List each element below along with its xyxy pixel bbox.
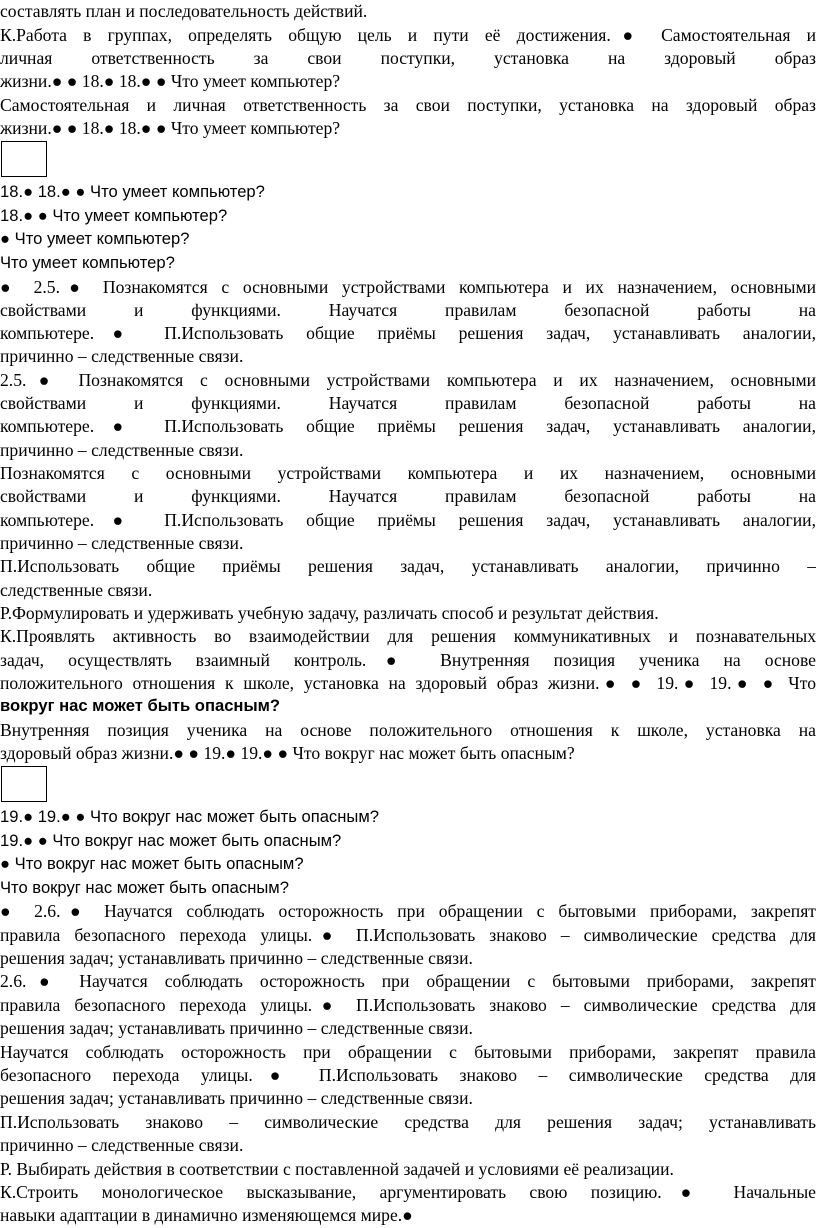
text-line: П.Использовать общие приёмы решения задач, устанавливать аналогии, причинно – <box>0 556 816 576</box>
empty-frame <box>1 766 47 802</box>
text-line: Р. Выбирать действия в соответствии с поставленной задачей и условиями её реализации. <box>0 1159 674 1179</box>
text-line: ● Что умеет компьютер? <box>0 229 190 248</box>
text-line: Внутренняя позиция ученика на основе положительного отношения к школе, установка на <box>0 720 816 740</box>
text-line: свойствами и функциями. Научатся правилам безопасной работы на <box>0 486 816 506</box>
text-line: задач, осуществлять взаимный контроль.● Внутренняя позиция ученика на основе <box>0 650 816 670</box>
text-line: ● Что вокруг нас может быть опасным? <box>0 854 304 873</box>
text-line: компьютере.● П.Использовать общие приёмы решения задач, устанавливать аналогии, <box>0 416 816 436</box>
text-line: компьютере.● П.Использовать общие приёмы решения задач, устанавливать аналогии, <box>0 323 816 343</box>
text-line: 18.● ● Что умеет компьютер? <box>0 206 228 225</box>
text-line: правила безопасного перехода улицы.● П.Использовать знаково – символические средства для <box>0 925 816 945</box>
text-line: ● 2.5.● Познакомятся с основными устройствами компьютера и их назначением, основными <box>0 277 816 297</box>
text-line: причинно – следственные связи. <box>0 533 244 553</box>
text-line: компьютере.● П.Использовать общие приёмы решения задач, устанавливать аналогии, <box>0 510 816 530</box>
text-line: К.Строить монологическое высказывание, аргументировать свою позицию.● Начальные <box>0 1182 816 1202</box>
text-line: решения задач; устанавливать причинно – следственные связи. <box>0 1088 473 1108</box>
text-line: 2.5.● Познакомятся с основными устройствами компьютера и их назначением, основными <box>0 370 816 390</box>
text-line: здоровый образ жизни.● ● 19.● 19.● ● Что вокруг нас может быть опасным? <box>0 743 575 763</box>
text-line: положительного отношения к школе, установка на здоровый образ жизни.● ● 19.● 19.● ● Что <box>0 673 816 693</box>
text-line: 2.6.● Научатся соблюдать осторожность при обращении с бытовыми приборами, закрепят <box>0 971 816 991</box>
text-line: причинно – следственные связи. <box>0 440 244 460</box>
text-line: причинно – следственные связи. <box>0 1135 244 1155</box>
text-line: 18.● 18.● ● Что умеет компьютер? <box>0 182 265 201</box>
text-line: К.Проявлять активность во взаимодействии для решения коммуникативных и познавательных <box>0 626 816 646</box>
text-line: Что вокруг нас может быть опасным? <box>0 878 289 897</box>
text-line: навыки адаптации в динамично изменяющемся мире.● <box>0 1205 413 1225</box>
text-line: 19.● ● Что вокруг нас может быть опасным? <box>0 831 342 850</box>
empty-frame <box>1 141 47 177</box>
text-line: Что умеет компьютер? <box>0 253 175 272</box>
text-line: личная ответственность за свои поступки, установка на здоровый образ <box>0 48 816 68</box>
text-line: Самостоятельная и личная ответственность за свои поступки, установка на здоровый образ <box>0 95 816 115</box>
text-line: свойствами и функциями. Научатся правилам безопасной работы на <box>0 393 816 413</box>
text-line: П.Использовать знаково – символические средства для решения задач; устанавливать <box>0 1112 816 1132</box>
text-line: вокруг нас может быть опасным? <box>0 696 281 715</box>
text-line: жизни.● ● 18.● 18.● ● Что умеет компьютер? <box>0 118 341 138</box>
text-line: Р.Формулировать и удерживать учебную задачу, различать способ и результат действия. <box>0 603 659 623</box>
text-line: К.Работа в группах, определять общую цель и пути её достижения.● Самостоятельная и <box>0 25 816 45</box>
text-line: свойствами и функциями. Научатся правилам безопасной работы на <box>0 300 816 320</box>
text-line: правила безопасного перехода улицы.● П.Использовать знаково – символические средства для <box>0 995 816 1015</box>
text-line: причинно – следственные связи. <box>0 346 244 366</box>
text-line: Познакомятся с основными устройствами компьютера и их назначением, основными <box>0 463 816 483</box>
text-line: Научатся соблюдать осторожность при обращении с бытовыми приборами, закрепят правила <box>0 1042 816 1062</box>
text-line: 19.● 19.● ● Что вокруг нас может быть опасным? <box>0 807 379 826</box>
text-line: жизни.● ● 18.● 18.● ● Что умеет компьютер? <box>0 71 341 91</box>
text-line: безопасного перехода улицы.● П.Использовать знаково – символические средства для <box>0 1065 816 1085</box>
text-line: решения задач; устанавливать причинно – следственные связи. <box>0 948 473 968</box>
text-line: решения задач; устанавливать причинно – следственные связи. <box>0 1018 473 1038</box>
text-line: ● 2.6.● Научатся соблюдать осторожность при обращении с бытовыми приборами, закрепят <box>0 901 816 921</box>
text-line: составлять план и последовательность действий. <box>0 1 368 21</box>
text-line: следственные связи. <box>0 580 153 600</box>
